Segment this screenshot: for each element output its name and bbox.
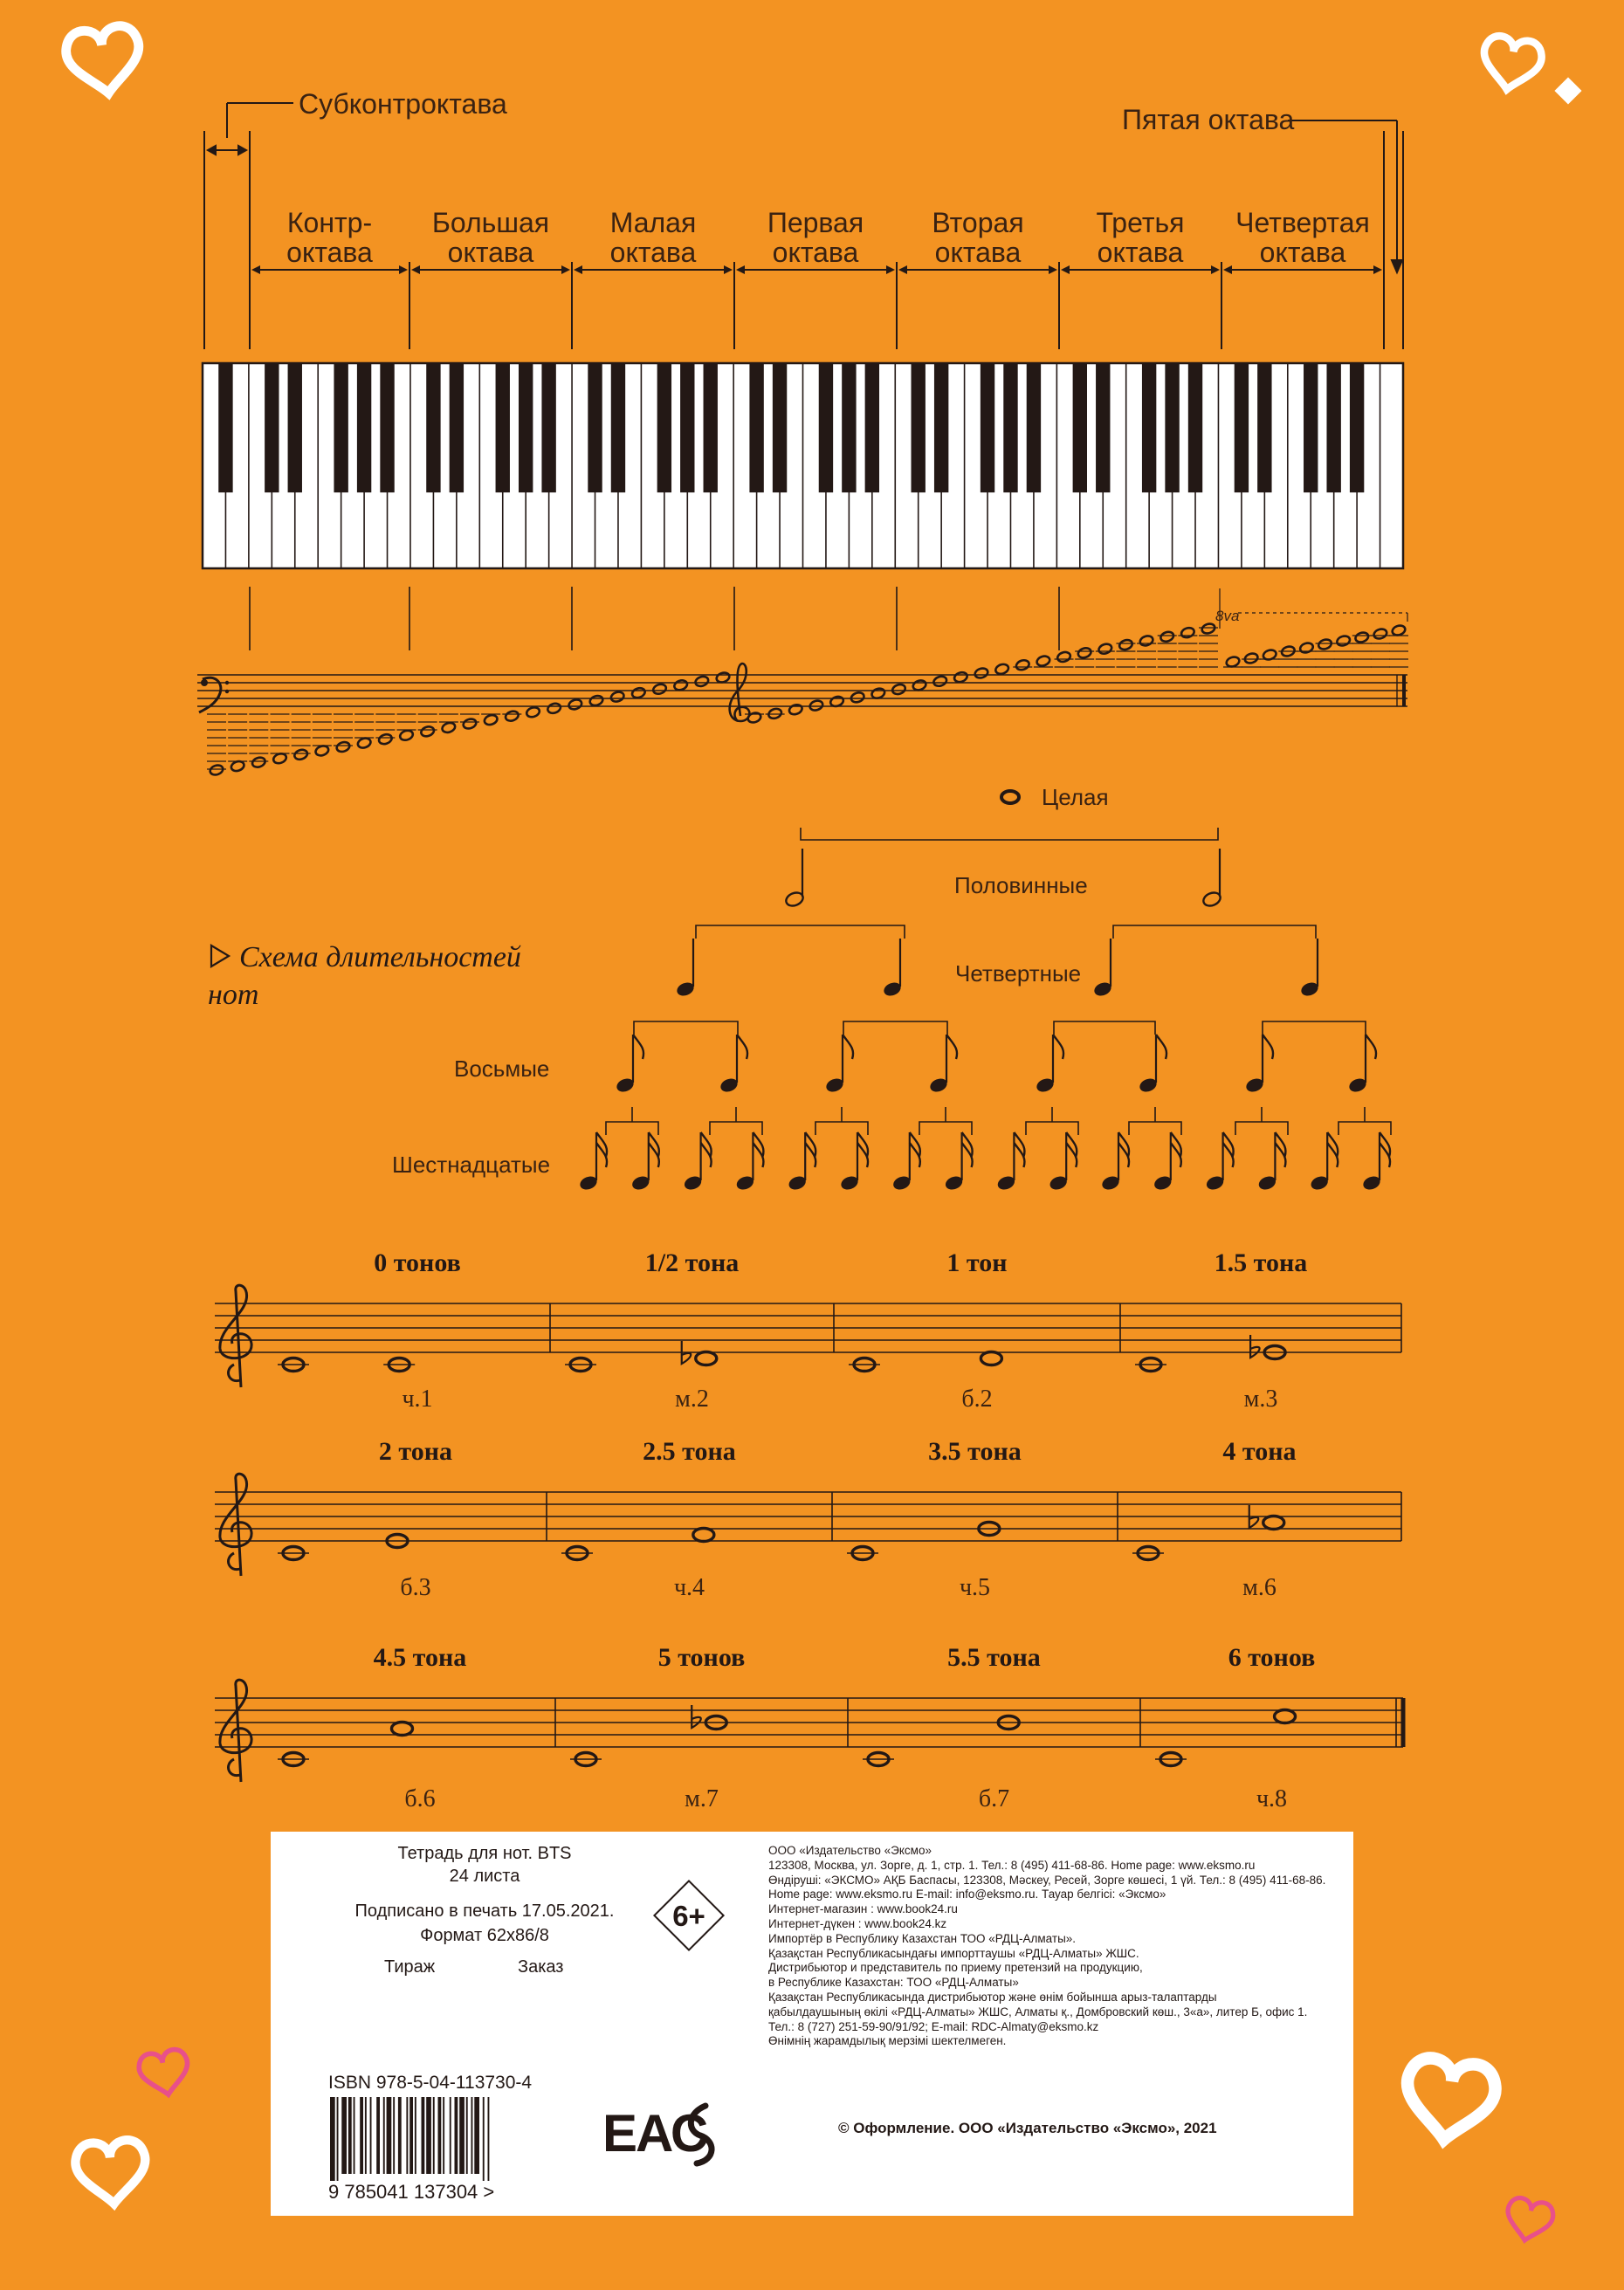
tree-bracket [1338, 1122, 1391, 1135]
publisher-line: Интернет-дүкен : www.book24.kz [768, 1916, 947, 1930]
bass-clef-dot [225, 681, 229, 684]
flat-sign-icon [692, 1705, 701, 1728]
tree-bracket [1235, 1122, 1288, 1135]
scheme-title-line2: нот [208, 979, 259, 1011]
quarter-note-label: Четвертные [955, 960, 1082, 987]
publisher-line: Тел.: 8 (727) 251-59-90/91/92; E-mail: RDC-Almaty@eksmo.kz [768, 2019, 1099, 2033]
publisher-info-panel [271, 1832, 1353, 2216]
interval-name: м.6 [1242, 1574, 1276, 1601]
whole-note [526, 705, 540, 719]
black-key [1188, 363, 1202, 492]
black-key [218, 363, 232, 492]
interval-title: 1/2 тона [644, 1248, 740, 1277]
whole-note [652, 683, 667, 696]
copyright-line: © Оформление. ООО «Издательство «Эксмо», 2021 [838, 2120, 1217, 2136]
half-note-label: Половинные [954, 872, 1088, 898]
interval-title: 4.5 тона [373, 1643, 467, 1672]
octave-name-line2: октава [934, 237, 1022, 268]
format-spec: Формат 62x86/8 [420, 1926, 549, 1945]
publisher-line: Қазақстан Республикасында дистрибьютор және өнім бойынша арыз-талаптарды [768, 1990, 1217, 2004]
barcode-digits: 9 785041 137304 > [328, 2181, 495, 2202]
black-key [496, 363, 510, 492]
black-key [1165, 363, 1179, 492]
heart-icon [1478, 34, 1544, 95]
publisher-line: 123308, Москва, ул. Зорге, д. 1, стр. 1. Тел.: 8 (495) 411-68-86. Home page: www.eksmo.ru [768, 1858, 1256, 1872]
heart-icon [1503, 2196, 1556, 2245]
whole-note [392, 1723, 413, 1736]
heart-icon [1400, 2055, 1499, 2145]
heart-icon [64, 24, 145, 98]
arrow-head-icon [898, 265, 907, 274]
tree-bracket [815, 1122, 868, 1135]
whole-note [399, 729, 414, 742]
product-title: Тетрадь для нот. BTS [397, 1844, 572, 1863]
whole-note [209, 764, 224, 777]
treble-clef-icon [730, 664, 750, 721]
interval-title: 0 тонов [374, 1248, 461, 1277]
whole-note [891, 683, 906, 696]
eighth-note-flag [843, 1035, 853, 1059]
arrow-head-icon [411, 265, 420, 274]
octave-name-line1: Третья [1096, 207, 1185, 238]
black-key [450, 363, 464, 492]
diamond-icon [1554, 77, 1581, 104]
black-key [773, 363, 787, 492]
black-key [1073, 363, 1087, 492]
interval-staves [215, 1248, 1403, 1812]
tree-bracket [1026, 1122, 1078, 1135]
interval-name: б.3 [400, 1574, 431, 1601]
whole-note [1098, 643, 1112, 656]
octave-name-line1: Большая [431, 207, 550, 238]
black-key [588, 363, 602, 492]
publisher-line: Қазақстан Республикасындағы импорттаушы «РДЦ-Алматы» ЖШС. [768, 1946, 1139, 1960]
duration-scheme-title [208, 941, 521, 1011]
whole-note [1225, 656, 1240, 669]
whole-note [932, 675, 947, 688]
whole-note [272, 752, 287, 765]
tree-bracket [843, 1021, 947, 1035]
tree-bracket [1129, 1122, 1181, 1135]
whole-note [1015, 658, 1030, 671]
tirazh-label: Тираж [384, 1957, 436, 1977]
barcode-bar [488, 2097, 490, 2181]
heart-icon [137, 2047, 193, 2099]
tree-bracket [606, 1122, 658, 1135]
black-key [704, 363, 718, 492]
whole-note [694, 675, 709, 688]
isbn-number: ISBN 978-5-04-113730-4 [328, 2073, 533, 2093]
whole-note [715, 671, 730, 684]
whole-note [1354, 631, 1369, 644]
tree-bracket [1054, 1021, 1155, 1035]
barcode [328, 2097, 555, 2202]
publisher-line: Дистрибьютор и представитель по приему претензий на продукцию, [768, 1961, 1143, 1975]
triangle-bullet-icon [211, 946, 229, 966]
black-key [981, 363, 994, 492]
whole-note [850, 691, 864, 705]
tree-bracket [801, 828, 1218, 840]
arrow-head-icon [574, 265, 582, 274]
whole-note [335, 740, 350, 753]
black-key [288, 363, 302, 492]
interval-title: 2.5 тона [643, 1437, 736, 1466]
barcode-bar [370, 2097, 372, 2174]
whole-note [420, 726, 435, 739]
barcode-bar [387, 2097, 392, 2174]
whole-note [505, 710, 520, 723]
interval-title: 4 тона [1222, 1437, 1297, 1466]
black-key [1235, 363, 1249, 492]
signed-date: Подписано в печать 17.05.2021. [354, 1901, 615, 1921]
tree-bracket [1263, 1021, 1366, 1035]
black-key [426, 363, 440, 492]
scheme-title-line1: Схема длительностей [239, 941, 521, 973]
barcode-bar [415, 2097, 416, 2174]
octave-name-line1: Контр- [286, 207, 373, 238]
interval-name: б.6 [404, 1785, 436, 1812]
whole-note [673, 679, 688, 692]
black-key [657, 363, 671, 492]
interval-name: м.2 [675, 1386, 709, 1413]
whole-note [788, 703, 803, 716]
eighth-note-flag [1263, 1035, 1273, 1059]
sheets-count: 24 листа [449, 1867, 520, 1886]
barcode-bars [330, 2097, 489, 2181]
ottava-mark: 8va [1215, 608, 1240, 624]
black-key [334, 363, 348, 492]
publisher-line: Өндіруші: «ЭКСМО» АҚБ Баспасы, 123308, Мәскеу, Ресей, Зорге көшесі, 1 үй. Тел.: 8 (495) 411-68-86. [768, 1873, 1326, 1887]
whole-note [1201, 622, 1215, 636]
black-key [1142, 363, 1156, 492]
interval-name: ч.1 [402, 1386, 433, 1413]
arrow-head-icon [1373, 265, 1382, 274]
age-rating-badge [652, 1879, 726, 1952]
barcode-bar [471, 2097, 473, 2174]
arrow-head-icon [724, 265, 733, 274]
interval-name: м.3 [1243, 1386, 1278, 1413]
barcode-bar [438, 2097, 442, 2174]
whole-note [1318, 638, 1332, 651]
whole-note [953, 670, 968, 684]
age-rating-text: 6+ [672, 1900, 705, 1932]
whole-note [767, 707, 782, 720]
arrow-head-icon [1211, 265, 1220, 274]
treble-clef-icon [220, 1474, 251, 1576]
heart-icon [73, 2138, 148, 2206]
whole-note [912, 679, 926, 692]
whole-note [293, 748, 308, 761]
octave-name-line1: Четвертая [1235, 207, 1370, 238]
interval-title: 6 тонов [1228, 1643, 1316, 1672]
whole-note [981, 1352, 1001, 1365]
interval-title: 5 тонов [657, 1643, 746, 1672]
interval-title: 5.5 тона [947, 1643, 1041, 1672]
black-key [1350, 363, 1364, 492]
whole-note [631, 686, 646, 699]
barcode-bar [383, 2097, 385, 2174]
publisher-line: в Республике Казахстан: ТОО «РДЦ-Алматы» [768, 1976, 1019, 1990]
whole-note [1118, 638, 1133, 651]
barcode-bar [341, 2097, 347, 2174]
whole-note [588, 694, 603, 707]
whole-note [1180, 626, 1195, 639]
interval-name: б.2 [961, 1386, 993, 1413]
black-key [819, 363, 833, 492]
whole-note [1373, 628, 1387, 641]
whole-note [693, 1529, 714, 1542]
arrow-head-icon [251, 265, 260, 274]
barcode-bar [443, 2097, 444, 2174]
interval-name: ч.8 [1256, 1785, 1288, 1812]
arrow-head-icon [736, 265, 745, 274]
black-key [1326, 363, 1340, 492]
bass-clef-dot [225, 690, 229, 693]
publisher-line: қабылдаушының өкілі «РДЦ-Алматы» ЖШС, Алматы қ., Домбровский көш., 3«а», литер Б, офис 1. [768, 2005, 1308, 2018]
barcode-bar [360, 2097, 363, 2174]
black-key [865, 363, 879, 492]
barcode-bar [354, 2097, 355, 2174]
publisher-line: Импортёр в Республику Казахстан ТОО «РДЦ-Алматы». [768, 1931, 1077, 1945]
bass-clef-dot [201, 679, 208, 686]
publisher-details [768, 1844, 1336, 2049]
octave-name-line2: октава [447, 237, 534, 268]
whole-note [1139, 635, 1153, 648]
zakaz-label: Заказ [518, 1957, 564, 1977]
eighth-note-flag [1366, 1035, 1376, 1059]
whole-note [609, 691, 624, 704]
arrow-head-icon [238, 146, 246, 155]
black-key [680, 363, 694, 492]
whole-note [1275, 1710, 1296, 1723]
barcode-bar [393, 2097, 395, 2174]
whole-note [568, 698, 582, 712]
octave-labels [204, 103, 1403, 349]
duration-tree [578, 791, 1391, 1192]
publisher-line: Интернет-магазин : www.book24.ru [768, 1902, 958, 1916]
interval-name: м.7 [685, 1785, 719, 1812]
fifth-octave-label: Пятая октава [1122, 104, 1295, 135]
eighth-note-flag [946, 1035, 957, 1059]
treble-clef-icon [220, 1680, 251, 1782]
barcode-bar [466, 2097, 468, 2174]
octave-name-line1: Малая [609, 207, 697, 238]
barcode-bar [398, 2097, 402, 2174]
sixteenth-note-label: Шестнадцатые [392, 1152, 551, 1178]
interval-title: 2 тона [378, 1437, 453, 1466]
octave-name-line2: октава [1259, 237, 1346, 268]
whole-note [1336, 635, 1351, 648]
black-key [842, 363, 856, 492]
tree-bracket [696, 925, 905, 939]
barcode-bar [409, 2097, 413, 2174]
tree-bracket [1113, 925, 1316, 939]
interval-title: 1.5 тона [1214, 1248, 1308, 1277]
black-key [265, 363, 279, 492]
barcode-bar [450, 2097, 451, 2174]
arrow-head-icon [208, 146, 216, 155]
eighth-note-label: Восьмые [454, 1056, 550, 1082]
whole-note [1243, 652, 1258, 665]
barcode-bar [474, 2097, 479, 2174]
eighth-note-flag [633, 1035, 643, 1059]
eighth-note-flag [1156, 1035, 1166, 1059]
whole-note [1263, 1516, 1284, 1530]
whole-note [462, 718, 477, 731]
whole-note [1056, 650, 1071, 664]
interval-name: ч.5 [959, 1574, 991, 1601]
whole-note [441, 721, 456, 734]
black-key [541, 363, 555, 492]
black-key [749, 363, 763, 492]
octave-name-line2: октава [1097, 237, 1184, 268]
barcode-bar [330, 2097, 335, 2181]
black-key [1304, 363, 1318, 492]
tree-bracket [634, 1021, 738, 1035]
whole-note [696, 1352, 717, 1365]
black-key [519, 363, 533, 492]
whole-note [378, 732, 393, 746]
whole-note [314, 745, 329, 758]
eighth-note-flag [737, 1035, 747, 1059]
black-key [1096, 363, 1110, 492]
arrow-head-icon [399, 265, 408, 274]
whole-note [356, 737, 371, 750]
arrow-head-icon [1049, 265, 1057, 274]
black-key [912, 363, 926, 492]
barcode-bar [365, 2097, 367, 2174]
publisher-line: Өнімнің жарамдылық мерзімі шектелмеген. [768, 2034, 1007, 2048]
whole-note-label: Целая [1042, 784, 1109, 810]
whole-note [1077, 647, 1091, 660]
piano-keyboard [203, 363, 1403, 568]
arrow-head-icon [561, 265, 570, 274]
arrow-head-icon [1223, 265, 1232, 274]
barcode-bar [422, 2097, 425, 2174]
black-key [1257, 363, 1271, 492]
arrow-head-icon [1061, 265, 1070, 274]
whole-note [1299, 642, 1314, 655]
arrow-head-icon [1392, 260, 1402, 272]
whole-note [483, 713, 498, 726]
whole-note [1036, 655, 1050, 668]
eac-mark [602, 2097, 733, 2167]
octave-name-line2: октава [286, 237, 373, 268]
whole-note [547, 702, 561, 715]
publisher-line: Home page: www.eksmo.ru E-mail: info@eksmo.ru. Тауар белгісі: «Эксмо» [768, 1888, 1166, 1901]
octave-name-line2: октава [609, 237, 697, 268]
barcode-bar [426, 2097, 431, 2174]
octave-name-line1: Первая [767, 207, 864, 238]
barcode-bar [483, 2097, 485, 2181]
whole-note [1160, 630, 1174, 643]
barcode-bar [459, 2097, 464, 2174]
barcode-bar [433, 2097, 435, 2174]
whole-note [251, 756, 266, 769]
whole-note [994, 663, 1009, 676]
barcode-bar [337, 2097, 339, 2181]
interval-name: б.7 [978, 1785, 1010, 1812]
eac-logo: ЕАС [602, 2104, 707, 2163]
eighth-note-flag [1053, 1035, 1063, 1059]
interval-name: ч.4 [673, 1574, 705, 1601]
barcode-bar [406, 2097, 408, 2174]
whole-note [1391, 624, 1406, 637]
octave-name-line2: октава [772, 237, 859, 268]
whole-note [1001, 791, 1019, 803]
barcode-bar [455, 2097, 458, 2174]
black-key [380, 363, 394, 492]
whole-note [870, 687, 885, 700]
barcode-bar [348, 2097, 352, 2174]
subcontra-octave-label: Субконтроктава [299, 88, 507, 120]
black-key [1027, 363, 1041, 492]
tree-bracket [919, 1122, 972, 1135]
flat-sign-icon [1250, 1335, 1260, 1358]
arrow-head-icon [886, 265, 895, 274]
whole-note [974, 667, 988, 680]
publisher-line: ООО «Издательство «Эксмо» [768, 1844, 932, 1857]
black-key [934, 363, 948, 492]
octave-name-line1: Вторая [932, 207, 1024, 238]
whole-note [809, 699, 823, 712]
interval-title: 3.5 тона [928, 1437, 1022, 1466]
treble-clef-icon [220, 1285, 251, 1387]
interval-title: 1 тон [946, 1248, 1008, 1277]
barcode-bar [376, 2097, 380, 2174]
black-key [357, 363, 371, 492]
black-key [1003, 363, 1017, 492]
black-key [611, 363, 625, 492]
